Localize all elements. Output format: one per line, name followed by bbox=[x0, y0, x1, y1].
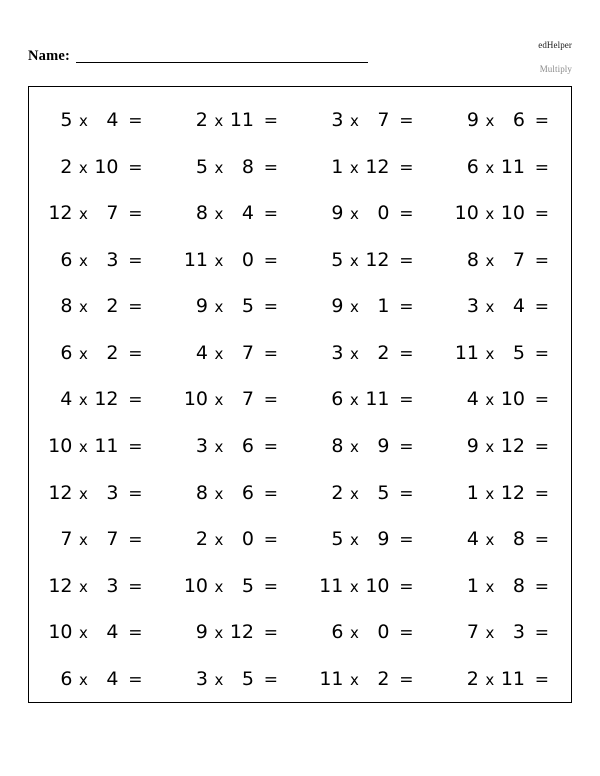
problem-operand-a: 5 bbox=[331, 528, 344, 551]
problem-operand-b: 5 bbox=[241, 295, 254, 318]
problem-operand-b: 1 bbox=[377, 295, 390, 318]
problem-item[interactable] bbox=[436, 482, 572, 504]
worksheet-header bbox=[0, 0, 600, 86]
problem-operand-b: 0 bbox=[241, 248, 254, 271]
equals-sign: = bbox=[399, 343, 414, 364]
problem-operand-b: 2 bbox=[106, 295, 119, 318]
problem-item[interactable] bbox=[165, 435, 301, 457]
problem-operand-a: 8 bbox=[195, 481, 208, 504]
equals-sign: = bbox=[128, 204, 143, 225]
problem-operand-b: 0 bbox=[377, 202, 390, 225]
multiplication-operator: x bbox=[214, 531, 224, 550]
problem-operand-a: 6 bbox=[60, 667, 73, 690]
problem-operand-b: 4 bbox=[106, 667, 119, 690]
equals-sign: = bbox=[263, 623, 278, 644]
problem-operand-a: 1 bbox=[466, 481, 479, 504]
problem-operand-a: 2 bbox=[331, 481, 344, 504]
problem-operand-b: 0 bbox=[377, 621, 390, 644]
problem-operand-a: 4 bbox=[466, 388, 479, 411]
problem-item[interactable] bbox=[165, 202, 301, 224]
equals-sign: = bbox=[128, 436, 143, 457]
problem-item[interactable] bbox=[300, 156, 436, 178]
problem-operand-b: 7 bbox=[106, 528, 119, 551]
problem-operand-a: 6 bbox=[466, 155, 479, 178]
problem-item[interactable] bbox=[165, 249, 301, 271]
problem-item[interactable] bbox=[29, 388, 165, 410]
problem-item[interactable] bbox=[29, 575, 165, 597]
problem-operand-a: 8 bbox=[60, 295, 73, 318]
problem-item[interactable] bbox=[300, 528, 436, 550]
problem-operand-a: 3 bbox=[195, 667, 208, 690]
problem-operand-b: 12 bbox=[365, 248, 390, 271]
problem-operand-b: 3 bbox=[106, 481, 119, 504]
multiplication-operator: x bbox=[79, 205, 88, 224]
problem-operand-b: 10 bbox=[365, 574, 390, 597]
multiplication-operator: x bbox=[350, 205, 359, 224]
problem-operand-b: 6 bbox=[241, 481, 254, 504]
problem-row bbox=[29, 655, 571, 702]
equals-sign: = bbox=[128, 250, 143, 271]
problem-row bbox=[29, 330, 571, 377]
problem-row bbox=[29, 283, 571, 330]
equals-sign: = bbox=[534, 530, 549, 551]
problem-item[interactable] bbox=[29, 621, 165, 643]
problem-operand-a: 4 bbox=[466, 528, 479, 551]
problem-operand-b: 11 bbox=[94, 434, 119, 457]
equals-sign: = bbox=[399, 250, 414, 271]
multiplication-operator: x bbox=[214, 205, 224, 224]
problem-row bbox=[29, 190, 571, 237]
problem-item[interactable] bbox=[29, 528, 165, 550]
problem-operand-b: 5 bbox=[241, 574, 254, 597]
equals-sign: = bbox=[263, 297, 278, 318]
problem-item[interactable] bbox=[165, 342, 301, 364]
multiplication-operator: x bbox=[485, 437, 495, 456]
problem-item[interactable] bbox=[165, 156, 301, 178]
problem-item[interactable] bbox=[300, 342, 436, 364]
multiplication-operator: x bbox=[78, 391, 88, 410]
multiplication-operator: x bbox=[350, 531, 359, 550]
multiplication-operator: x bbox=[214, 298, 224, 317]
equals-sign: = bbox=[399, 576, 414, 597]
equals-sign: = bbox=[534, 483, 549, 504]
problem-item[interactable] bbox=[29, 435, 165, 457]
multiplication-operator: x bbox=[485, 251, 495, 270]
problem-operand-b: 12 bbox=[500, 481, 525, 504]
equals-sign: = bbox=[263, 390, 278, 411]
problem-operand-a: 7 bbox=[466, 621, 479, 644]
problem-row bbox=[29, 237, 571, 284]
problem-operand-b: 7 bbox=[106, 202, 119, 225]
problem-item[interactable] bbox=[300, 482, 436, 504]
problem-item[interactable] bbox=[29, 202, 165, 224]
multiplication-operator: x bbox=[350, 112, 359, 131]
equals-sign: = bbox=[128, 390, 143, 411]
multiplication-operator: x bbox=[214, 391, 224, 410]
problem-item[interactable] bbox=[436, 575, 572, 597]
problem-item[interactable] bbox=[300, 202, 436, 224]
problem-operand-a: 8 bbox=[466, 248, 479, 271]
equals-sign: = bbox=[128, 623, 143, 644]
problem-row bbox=[29, 469, 571, 516]
equals-sign: = bbox=[128, 297, 143, 318]
problem-operand-b: 11 bbox=[229, 109, 254, 132]
problem-operand-a: 6 bbox=[60, 341, 73, 364]
equals-sign: = bbox=[534, 343, 549, 364]
equals-sign: = bbox=[399, 157, 414, 178]
problem-operand-b: 3 bbox=[512, 621, 525, 644]
equals-sign: = bbox=[534, 623, 549, 644]
problem-item[interactable] bbox=[165, 482, 301, 504]
problem-operand-a: 2 bbox=[466, 667, 479, 690]
problem-item[interactable] bbox=[436, 621, 572, 643]
problem-operand-a: 5 bbox=[60, 109, 73, 132]
problem-operand-b: 7 bbox=[241, 341, 254, 364]
multiplication-operator: x bbox=[485, 531, 495, 550]
equals-sign: = bbox=[399, 483, 414, 504]
equals-sign: = bbox=[534, 576, 549, 597]
multiplication-operator: x bbox=[214, 251, 224, 270]
multiplication-operator: x bbox=[485, 344, 495, 363]
problem-operand-a: 7 bbox=[60, 528, 73, 551]
problem-operand-b: 5 bbox=[241, 667, 254, 690]
problem-operand-b: 4 bbox=[106, 621, 119, 644]
equals-sign: = bbox=[534, 390, 549, 411]
problem-operand-b: 2 bbox=[106, 341, 119, 364]
problem-operand-b: 9 bbox=[377, 528, 390, 551]
problem-operand-b: 8 bbox=[512, 574, 525, 597]
problem-operand-b: 7 bbox=[377, 109, 390, 132]
equals-sign: = bbox=[263, 250, 278, 271]
equals-sign: = bbox=[263, 483, 278, 504]
equals-sign: = bbox=[399, 111, 414, 132]
problem-operand-b: 12 bbox=[500, 434, 525, 457]
multiplication-operator: x bbox=[350, 298, 359, 317]
multiplication-operator: x bbox=[214, 112, 224, 131]
problem-item[interactable] bbox=[29, 295, 165, 317]
problem-operand-b: 12 bbox=[94, 388, 119, 411]
name-label: Name: bbox=[28, 48, 71, 64]
problem-operand-a: 1 bbox=[331, 155, 344, 178]
equals-sign: = bbox=[263, 436, 278, 457]
problem-operand-a: 11 bbox=[454, 341, 479, 364]
problem-item[interactable] bbox=[29, 109, 165, 131]
problem-row bbox=[29, 562, 571, 609]
equals-sign: = bbox=[263, 111, 278, 132]
problem-operand-a: 3 bbox=[331, 341, 344, 364]
problem-operand-b: 12 bbox=[229, 621, 254, 644]
multiplication-operator: x bbox=[485, 484, 495, 503]
problem-item[interactable] bbox=[300, 295, 436, 317]
multiplication-operator: x bbox=[485, 391, 495, 410]
multiplication-operator: x bbox=[214, 158, 224, 177]
problem-item[interactable] bbox=[300, 388, 436, 410]
multiplication-operator: x bbox=[79, 112, 88, 131]
problem-box bbox=[28, 86, 572, 703]
problem-item[interactable] bbox=[436, 668, 572, 690]
problem-operand-b: 4 bbox=[512, 295, 525, 318]
problem-operand-a: 10 bbox=[183, 388, 208, 411]
problem-row bbox=[29, 144, 571, 191]
problem-operand-b: 0 bbox=[241, 528, 254, 551]
problem-operand-a: 6 bbox=[331, 388, 344, 411]
equals-sign: = bbox=[534, 669, 549, 690]
multiplication-operator: x bbox=[349, 391, 359, 410]
equals-sign: = bbox=[399, 623, 414, 644]
problem-operand-a: 4 bbox=[195, 341, 208, 364]
multiplication-operator: x bbox=[78, 158, 88, 177]
equals-sign: = bbox=[534, 204, 549, 225]
equals-sign: = bbox=[263, 669, 278, 690]
equals-sign: = bbox=[263, 530, 278, 551]
problem-operand-a: 2 bbox=[60, 155, 73, 178]
equals-sign: = bbox=[534, 111, 549, 132]
multiplication-operator: x bbox=[79, 251, 88, 270]
problem-operand-a: 5 bbox=[331, 248, 344, 271]
equals-sign: = bbox=[399, 204, 414, 225]
multiplication-operator: x bbox=[79, 670, 88, 689]
multiplication-operator: x bbox=[349, 251, 359, 270]
equals-sign: = bbox=[399, 297, 414, 318]
problem-item[interactable] bbox=[436, 249, 572, 271]
problem-row bbox=[29, 376, 571, 423]
multiplication-operator: x bbox=[214, 670, 224, 689]
brand-name: edHelper bbox=[538, 40, 572, 50]
problem-operand-a: 8 bbox=[331, 434, 344, 457]
problem-item[interactable] bbox=[436, 156, 572, 178]
problem-operand-b: 10 bbox=[500, 388, 525, 411]
problem-operand-b: 6 bbox=[512, 109, 525, 132]
problem-operand-b: 5 bbox=[512, 341, 525, 364]
problem-item[interactable] bbox=[165, 109, 301, 131]
problem-item[interactable] bbox=[29, 482, 165, 504]
problem-operand-b: 8 bbox=[512, 528, 525, 551]
multiplication-operator: x bbox=[349, 577, 359, 596]
problem-operand-b: 4 bbox=[241, 202, 254, 225]
equals-sign: = bbox=[263, 343, 278, 364]
problem-grid bbox=[29, 87, 571, 702]
problem-item[interactable] bbox=[300, 575, 436, 597]
problem-operand-a: 9 bbox=[195, 295, 208, 318]
multiplication-operator: x bbox=[349, 158, 359, 177]
problem-item[interactable] bbox=[29, 156, 165, 178]
multiplication-operator: x bbox=[214, 624, 224, 643]
problem-operand-b: 11 bbox=[500, 155, 525, 178]
problem-operand-a: 11 bbox=[183, 248, 208, 271]
problem-item[interactable] bbox=[436, 528, 572, 550]
equals-sign: = bbox=[128, 576, 143, 597]
problem-operand-b: 4 bbox=[106, 109, 119, 132]
problem-operand-a: 12 bbox=[48, 574, 73, 597]
equals-sign: = bbox=[399, 436, 414, 457]
multiplication-operator: x bbox=[485, 112, 495, 131]
multiplication-operator: x bbox=[350, 484, 359, 503]
problem-operand-b: 3 bbox=[106, 574, 119, 597]
problem-operand-a: 6 bbox=[331, 621, 344, 644]
problem-operand-b: 10 bbox=[500, 202, 525, 225]
multiplication-operator: x bbox=[350, 624, 359, 643]
problem-operand-b: 7 bbox=[241, 388, 254, 411]
multiplication-operator: x bbox=[79, 298, 88, 317]
problem-operand-a: 2 bbox=[195, 528, 208, 551]
equals-sign: = bbox=[263, 157, 278, 178]
problem-operand-a: 10 bbox=[454, 202, 479, 225]
equals-sign: = bbox=[128, 111, 143, 132]
problem-item[interactable] bbox=[300, 621, 436, 643]
multiplication-operator: x bbox=[214, 577, 224, 596]
problem-item[interactable] bbox=[436, 435, 572, 457]
equals-sign: = bbox=[534, 250, 549, 271]
problem-item[interactable] bbox=[436, 202, 572, 224]
problem-operand-a: 9 bbox=[466, 434, 479, 457]
problem-operand-a: 12 bbox=[48, 481, 73, 504]
problem-operand-a: 12 bbox=[48, 202, 73, 225]
problem-operand-b: 10 bbox=[94, 155, 119, 178]
problem-item[interactable] bbox=[300, 668, 436, 690]
problem-operand-a: 4 bbox=[60, 388, 73, 411]
multiplication-operator: x bbox=[79, 577, 88, 596]
equals-sign: = bbox=[399, 530, 414, 551]
equals-sign: = bbox=[399, 669, 414, 690]
problem-operand-a: 6 bbox=[60, 248, 73, 271]
problem-item[interactable] bbox=[300, 249, 436, 271]
equals-sign: = bbox=[128, 669, 143, 690]
problem-operand-a: 2 bbox=[195, 109, 208, 132]
problem-operand-b: 12 bbox=[365, 155, 390, 178]
problem-operand-b: 3 bbox=[106, 248, 119, 271]
problem-item[interactable] bbox=[436, 109, 572, 131]
multiplication-operator: x bbox=[79, 624, 88, 643]
equals-sign: = bbox=[534, 297, 549, 318]
problem-item[interactable] bbox=[165, 388, 301, 410]
problem-operand-a: 9 bbox=[195, 621, 208, 644]
multiplication-operator: x bbox=[485, 205, 495, 224]
problem-item[interactable] bbox=[300, 435, 436, 457]
problem-operand-a: 10 bbox=[183, 574, 208, 597]
problem-item[interactable] bbox=[165, 575, 301, 597]
problem-operand-a: 11 bbox=[319, 574, 344, 597]
multiplication-operator: x bbox=[78, 437, 88, 456]
problem-operand-b: 11 bbox=[365, 388, 390, 411]
problem-operand-a: 8 bbox=[195, 202, 208, 225]
problem-operand-a: 10 bbox=[48, 434, 73, 457]
multiplication-operator: x bbox=[79, 484, 88, 503]
problem-item[interactable] bbox=[436, 295, 572, 317]
multiplication-operator: x bbox=[485, 624, 495, 643]
multiplication-operator: x bbox=[79, 531, 88, 550]
problem-operand-b: 2 bbox=[377, 341, 390, 364]
problem-item[interactable] bbox=[300, 109, 436, 131]
problem-operand-b: 5 bbox=[377, 481, 390, 504]
problem-operand-b: 8 bbox=[241, 155, 254, 178]
problem-operand-b: 2 bbox=[377, 667, 390, 690]
equals-sign: = bbox=[128, 343, 143, 364]
problem-item[interactable] bbox=[29, 668, 165, 690]
problem-operand-a: 9 bbox=[466, 109, 479, 132]
multiplication-operator: x bbox=[485, 670, 495, 689]
problem-operand-b: 11 bbox=[500, 667, 525, 690]
equals-sign: = bbox=[128, 483, 143, 504]
multiplication-operator: x bbox=[485, 577, 495, 596]
problem-row bbox=[29, 423, 571, 470]
problem-operand-b: 7 bbox=[512, 248, 525, 271]
problem-item[interactable] bbox=[29, 342, 165, 364]
multiplication-operator: x bbox=[350, 670, 359, 689]
problem-operand-a: 9 bbox=[331, 295, 344, 318]
multiplication-operator: x bbox=[79, 344, 88, 363]
name-write-in-line[interactable] bbox=[76, 62, 368, 63]
multiplication-operator: x bbox=[214, 484, 224, 503]
equals-sign: = bbox=[128, 157, 143, 178]
equals-sign: = bbox=[534, 436, 549, 457]
multiplication-operator: x bbox=[485, 298, 495, 317]
problem-operand-b: 9 bbox=[377, 434, 390, 457]
problem-row bbox=[29, 97, 571, 144]
worksheet-topic-label: Multiply bbox=[539, 64, 572, 74]
problem-operand-a: 9 bbox=[331, 202, 344, 225]
problem-operand-a: 3 bbox=[466, 295, 479, 318]
problem-item[interactable] bbox=[165, 528, 301, 550]
problem-row bbox=[29, 609, 571, 656]
problem-item[interactable] bbox=[436, 388, 572, 410]
multiplication-operator: x bbox=[214, 437, 224, 456]
problem-operand-a: 11 bbox=[319, 667, 344, 690]
multiplication-operator: x bbox=[350, 344, 359, 363]
equals-sign: = bbox=[534, 157, 549, 178]
problem-operand-a: 3 bbox=[331, 109, 344, 132]
equals-sign: = bbox=[399, 390, 414, 411]
problem-operand-a: 10 bbox=[48, 621, 73, 644]
equals-sign: = bbox=[263, 204, 278, 225]
problem-item[interactable] bbox=[165, 295, 301, 317]
problem-item[interactable] bbox=[165, 668, 301, 690]
problem-operand-b: 6 bbox=[241, 434, 254, 457]
problem-item[interactable] bbox=[29, 249, 165, 271]
problem-operand-a: 5 bbox=[195, 155, 208, 178]
equals-sign: = bbox=[128, 530, 143, 551]
problem-item[interactable] bbox=[165, 621, 301, 643]
problem-item[interactable] bbox=[436, 342, 572, 364]
multiplication-operator: x bbox=[350, 437, 359, 456]
problem-operand-a: 1 bbox=[466, 574, 479, 597]
multiplication-operator: x bbox=[485, 158, 495, 177]
problem-row bbox=[29, 516, 571, 563]
multiplication-operator: x bbox=[214, 344, 224, 363]
equals-sign: = bbox=[263, 576, 278, 597]
problem-operand-a: 3 bbox=[195, 434, 208, 457]
